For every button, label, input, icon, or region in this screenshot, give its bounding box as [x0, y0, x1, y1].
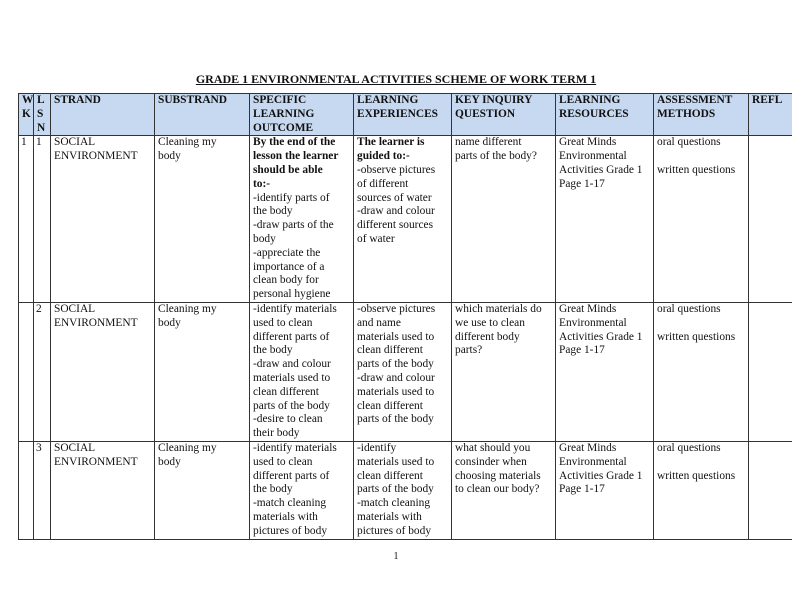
cell-reflection [749, 136, 792, 303]
header-assessment: ASSESSMENT METHODS [654, 94, 749, 136]
cell-outcome: -identify materials used to clean different parts of the body -draw and colour materials used to clean different parts of the body -desire to clean their body [250, 302, 354, 441]
header-experiences: LEARNING EXPERIENCES [354, 94, 452, 136]
outcome-intro: By the end of the lesson the learner should be able to:- [253, 136, 339, 190]
outcome-text: -identify parts of the body -draw parts of the body -appreciate the importance of a clean body for personal hygiene [253, 191, 334, 301]
cell-resources: Great Minds Environmental Activities Grade 1 Page 1-17 [556, 302, 654, 441]
cell-substrand: Cleaning my body [155, 302, 250, 441]
cell-lsn: 1 [34, 136, 51, 303]
cell-outcome: -identify materials used to clean different parts of the body -match cleaning materials with pictures of body [250, 441, 354, 539]
table-row [19, 441, 792, 539]
cell-wk [19, 441, 34, 539]
header-reflection: REFL [749, 94, 792, 136]
table-row [19, 136, 792, 303]
cell-substrand: Cleaning my body [155, 441, 250, 539]
header-wk: W K [19, 94, 34, 136]
header-question: KEY INQUIRY QUESTION [452, 94, 556, 136]
cell-experiences: -identify materials used to clean different parts of the body -match cleaning materials with pictures of body [354, 441, 452, 539]
cell-outcome [250, 136, 354, 303]
cell-wk: 1 [19, 136, 34, 303]
table-row [19, 302, 792, 441]
cell-strand: SOCIAL ENVIRONMENT [51, 136, 155, 303]
cell-question: what should you consinder when choosing materials to clean our body? [452, 441, 556, 539]
cell-resources: Great Minds Environmental Activities Grade 1 Page 1-17 [556, 136, 654, 303]
header-resources: LEARNING RESOURCES [556, 94, 654, 136]
cell-substrand: Cleaning my body [155, 136, 250, 303]
cell-question: which materials do we use to clean different body parts? [452, 302, 556, 441]
cell-wk [19, 302, 34, 441]
header-lsn: L S N [34, 94, 51, 136]
experiences-text: -observe pictures of different sources of water -draw and colour different sources of water [357, 163, 436, 245]
header-outcome: SPECIFIC LEARNING OUTCOME [250, 94, 354, 136]
document-title: GRADE 1 ENVIRONMENTAL ACTIVITIES SCHEME OF WORK TERM 1 [195, 72, 597, 86]
cell-experiences [354, 136, 452, 303]
scheme-of-work-table [18, 93, 792, 540]
header-strand: STRAND [51, 94, 155, 136]
header-row [19, 94, 792, 136]
cell-assessment: oral questions written questions [654, 441, 749, 539]
cell-reflection [749, 441, 792, 539]
cell-strand: SOCIAL ENVIRONMENT [51, 302, 155, 441]
cell-assessment: oral questions written questions [654, 302, 749, 441]
cell-assessment: oral questions written questions [654, 136, 749, 303]
cell-lsn: 2 [34, 302, 51, 441]
cell-experiences: -observe pictures and name materials used to clean different parts of the body -draw and colour materials used to clean different parts of the body [354, 302, 452, 441]
cell-reflection [749, 302, 792, 441]
header-substrand: SUBSTRAND [155, 94, 250, 136]
cell-resources: Great Minds Environmental Activities Grade 1 Page 1-17 [556, 441, 654, 539]
experiences-intro: The learner is guided to:- [357, 136, 425, 163]
cell-strand: SOCIAL ENVIRONMENT [51, 441, 155, 539]
cell-lsn: 3 [34, 441, 51, 539]
cell-question: name different parts of the body? [452, 136, 556, 303]
page-number: 1 [393, 551, 399, 562]
